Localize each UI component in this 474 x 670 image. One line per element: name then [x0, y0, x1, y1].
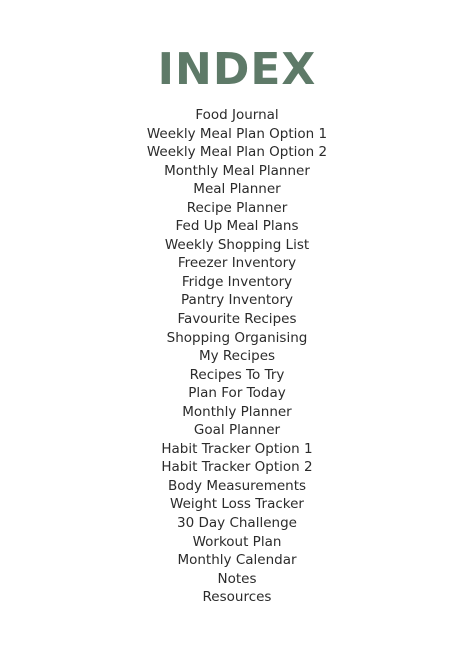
index-item[interactable]: Meal Planner [193, 181, 281, 198]
index-item[interactable]: Weekly Shopping List [164, 236, 310, 253]
index-list [0, 106, 474, 607]
index-item[interactable]: Fridge Inventory [181, 273, 293, 290]
index-item[interactable]: Weekly Meal Plan Option 2 [146, 144, 328, 161]
index-item[interactable]: Body Measurements [167, 477, 307, 494]
index-item[interactable]: Favourite Recipes [177, 311, 297, 328]
index-item[interactable]: 30 Day Challenge [177, 515, 297, 532]
index-item[interactable]: Fed Up Meal Plans [175, 218, 299, 235]
index-item[interactable]: Resources [202, 589, 272, 606]
index-item[interactable]: Plan For Today [188, 385, 286, 402]
index-item[interactable]: Pantry Inventory [181, 292, 293, 309]
index-item[interactable]: Monthly Calendar [177, 552, 297, 569]
index-item[interactable]: Weekly Meal Plan Option 1 [146, 125, 328, 142]
index-item[interactable]: Habit Tracker Option 1 [161, 440, 313, 457]
index-item[interactable]: Food Journal [195, 107, 279, 123]
index-item[interactable]: Goal Planner [193, 422, 281, 439]
index-item[interactable]: Habit Tracker Option 2 [161, 459, 313, 476]
index-item[interactable]: Freezer Inventory [177, 255, 297, 272]
index-item[interactable]: Recipes To Try [189, 366, 285, 383]
index-item[interactable]: Monthly Meal Planner [164, 162, 310, 179]
index-item[interactable]: Monthly Planner [182, 403, 292, 420]
index-item[interactable]: Workout Plan [192, 533, 282, 550]
index-item[interactable]: My Recipes [198, 348, 276, 365]
page-title: INDEX [157, 44, 317, 95]
index-item[interactable]: Shopping Organising [166, 329, 308, 346]
index-item[interactable]: Recipe Planner [186, 199, 288, 216]
index-item[interactable]: Weight Loss Tracker [170, 496, 304, 513]
index-item[interactable]: Notes [217, 570, 257, 587]
